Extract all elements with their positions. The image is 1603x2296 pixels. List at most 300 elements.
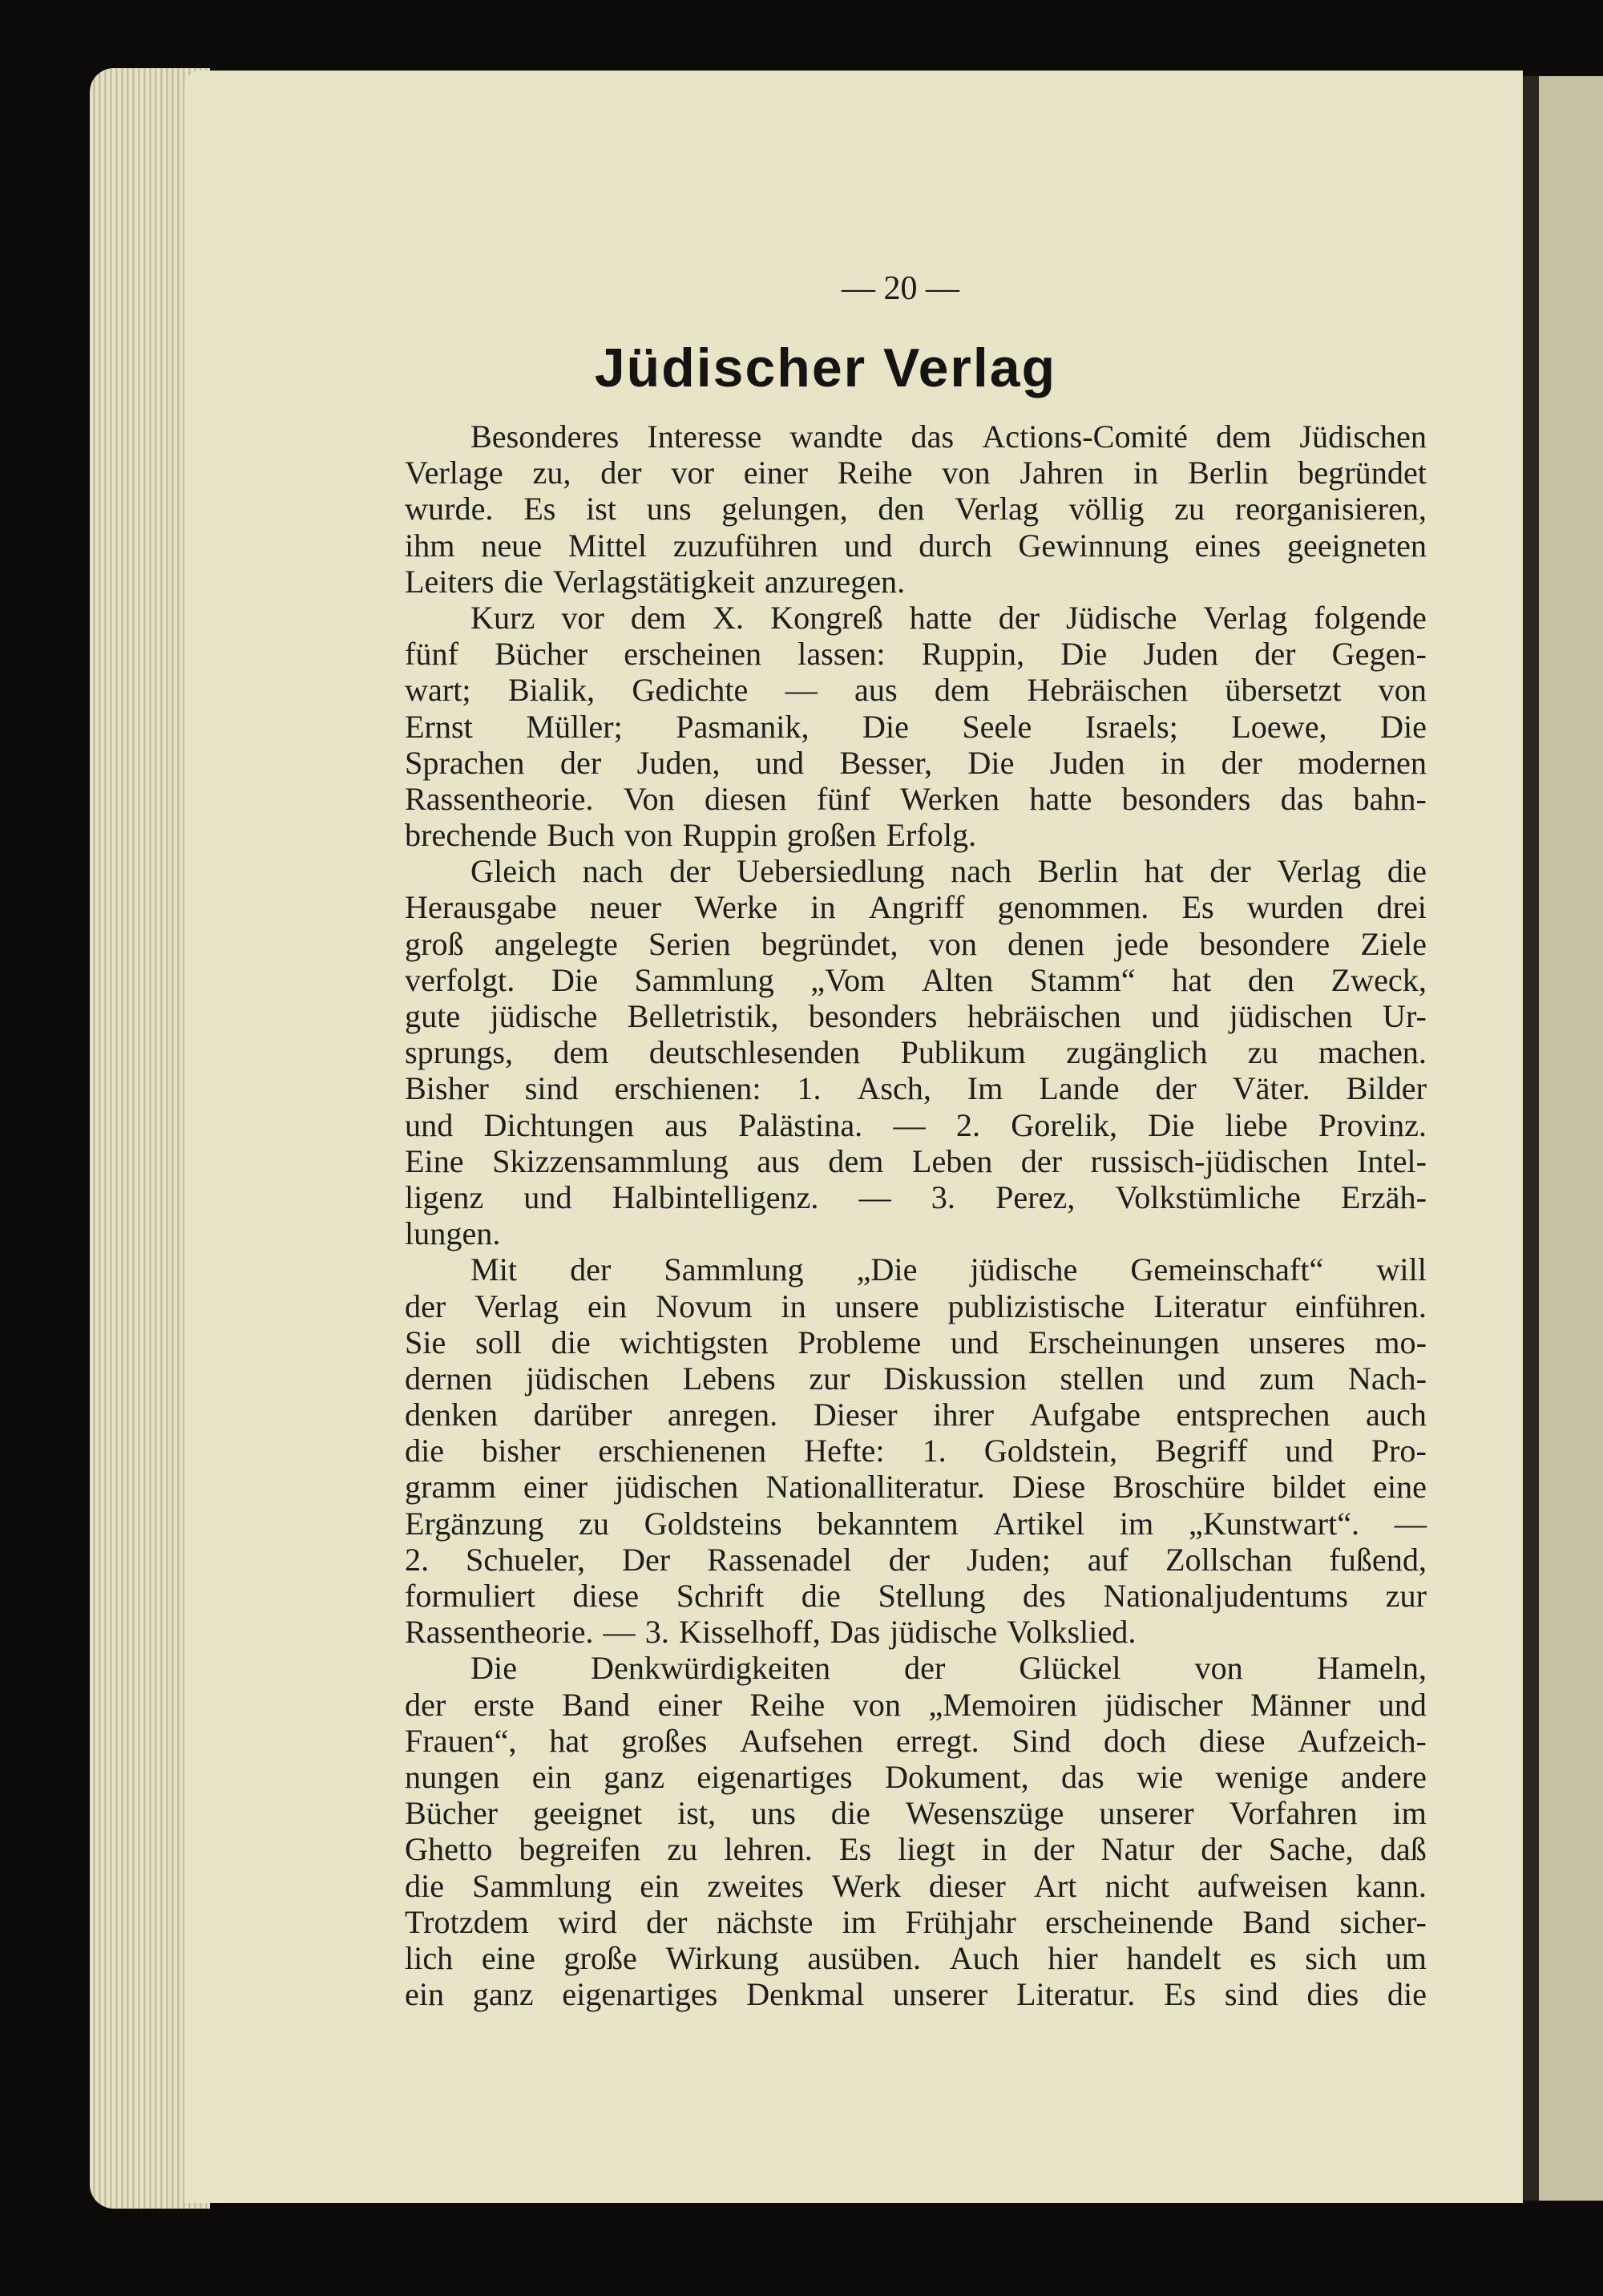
word: Goldstein, (983, 1433, 1118, 1469)
word: 1. (797, 1070, 822, 1107)
word: wurden (1246, 889, 1344, 926)
word: großen (786, 817, 877, 854)
text-line (405, 1868, 1427, 1904)
word: Bisher (405, 1070, 489, 1107)
word: zur (809, 1360, 850, 1397)
word: Dichtungen (483, 1106, 635, 1143)
word: Stellung (878, 1578, 986, 1614)
word: der (570, 1251, 612, 1288)
word: Erscheinungen (1028, 1324, 1220, 1360)
word: Asch, (857, 1070, 931, 1107)
word: der (405, 1287, 446, 1324)
word: jede (1115, 925, 1169, 962)
word: Schueler, (466, 1541, 586, 1578)
word: folgende (1314, 599, 1427, 636)
word: liebe (1225, 1106, 1288, 1143)
word: modernen (1298, 744, 1427, 781)
word: stellen (1060, 1360, 1145, 1397)
word: Actions-Comité (982, 418, 1188, 455)
word: brechende (405, 817, 538, 854)
word: Natur (1100, 1831, 1175, 1868)
word: wird (558, 1903, 617, 1940)
text-line (405, 1070, 1427, 1106)
word: nungen (405, 1758, 500, 1795)
word: die (405, 1867, 445, 1904)
word: aus (664, 1106, 708, 1143)
word: ein (405, 1976, 445, 2013)
word: will (1376, 1251, 1427, 1288)
word: Zollschan (1165, 1541, 1293, 1578)
word: Es (1181, 889, 1214, 926)
word: hat (1172, 961, 1212, 998)
word: Denkwürdigkeiten (590, 1650, 831, 1687)
word: reorganisieren, (1234, 491, 1427, 528)
text-line (405, 672, 1427, 708)
word: Literatur (1153, 1287, 1266, 1324)
page-title: Jüdischer Verlag (594, 338, 1057, 398)
word: russisch-jüdischen (1090, 1142, 1329, 1179)
word: Band (562, 1686, 631, 1723)
word: Pasmanik, (676, 708, 810, 745)
word: Ernst (405, 708, 473, 745)
word: unserer (1099, 1795, 1194, 1832)
text-line (405, 1723, 1427, 1759)
word: einer (743, 455, 809, 491)
word: „Memoiren (928, 1686, 1077, 1723)
word: Intel- (1356, 1142, 1427, 1179)
text-line (405, 1179, 1427, 1215)
word: hatte (1029, 780, 1092, 817)
word: Sammlung (634, 961, 774, 998)
word: die (405, 1433, 445, 1469)
word: aus (757, 1142, 800, 1179)
word: zweites (707, 1867, 804, 1904)
word: Das (830, 1614, 881, 1651)
word: doch (1103, 1722, 1167, 1759)
word: sind (1224, 1976, 1278, 2013)
word: denen (1007, 925, 1085, 962)
word: Trotzdem (405, 1903, 529, 1940)
text-line (405, 491, 1427, 527)
word: sicher- (1339, 1903, 1427, 1940)
word: der (1209, 853, 1251, 890)
word: Besser, (839, 744, 933, 781)
word: im (1119, 1505, 1154, 1542)
word: zur (1385, 1578, 1427, 1614)
word: in (1133, 455, 1159, 491)
word: Alten (921, 961, 994, 998)
word: machen. (1318, 1034, 1427, 1071)
word: begründet (1298, 455, 1427, 491)
word: hier (1048, 1939, 1098, 1976)
word: Interesse (647, 418, 762, 455)
word: Begriff (1155, 1433, 1248, 1469)
word: dieser (928, 1867, 1006, 1904)
word: erschienen: (614, 1070, 761, 1107)
word: Diskussion (883, 1360, 1027, 1397)
word: aus (854, 672, 898, 709)
word: Denkmal (746, 1976, 865, 2013)
word: jüdische (490, 998, 598, 1034)
word: soll (474, 1324, 523, 1360)
word: in (981, 1831, 1007, 1868)
word: neuer (589, 889, 662, 926)
text-line (405, 1506, 1427, 1542)
word: zu, (532, 455, 571, 491)
word: es (1250, 1939, 1277, 1976)
word: geeigneten (1286, 527, 1427, 564)
word: Uebersiedlung (737, 853, 925, 890)
word: Gewinnung (1018, 527, 1169, 564)
word: das (1061, 1758, 1104, 1795)
word: eigenartiges (697, 1758, 853, 1795)
word: Die (1060, 636, 1108, 673)
word: Lande (1039, 1070, 1120, 1107)
word: Männer (1250, 1686, 1351, 1723)
word: Literatur. (1016, 1976, 1136, 2013)
word: Werke (694, 889, 778, 926)
text-line (405, 1107, 1427, 1143)
word: auch (1366, 1397, 1427, 1433)
word: Provinz. (1318, 1106, 1427, 1143)
word: diese (1198, 1722, 1266, 1759)
word: Besonderes (470, 418, 620, 455)
word: Kurz (470, 599, 535, 636)
text-line (405, 962, 1427, 998)
word: handelt (1126, 1939, 1221, 1976)
word: Kisselhoff, (678, 1614, 821, 1651)
word: Verlag (1203, 599, 1288, 636)
word: besondere (1199, 925, 1330, 962)
word: Sind (1011, 1722, 1072, 1759)
word: uns (646, 491, 692, 528)
word: Belletristik, (627, 998, 779, 1034)
word: eines (1194, 527, 1262, 564)
word: unsere (834, 1287, 919, 1324)
word: großes (621, 1722, 708, 1759)
text-line (405, 1578, 1427, 1614)
word: Bilder (1346, 1070, 1427, 1107)
word: Verlag (1277, 853, 1362, 890)
word: liegt (898, 1831, 955, 1868)
word: fünf (405, 636, 458, 673)
word: daß (1379, 1831, 1427, 1868)
word: erscheinen (624, 636, 762, 673)
text-line (405, 1324, 1427, 1360)
word: die (801, 1578, 841, 1614)
word: Nationaljudentums (1103, 1578, 1349, 1614)
word: Hebräischen (1027, 672, 1189, 709)
word: Auch (949, 1939, 1020, 1976)
word: der (1221, 744, 1262, 781)
word: Werk (831, 1867, 901, 1904)
word: wart; (405, 672, 471, 709)
word: Sache, (1268, 1831, 1354, 1868)
word: lassen: (797, 636, 886, 673)
word: Artikel (993, 1505, 1085, 1542)
word: Juden (1143, 636, 1219, 673)
word: Novum (656, 1287, 753, 1324)
word: auf (1087, 1541, 1129, 1578)
word: der (405, 1686, 446, 1723)
word: bahn- (1353, 780, 1427, 817)
word: sprungs, (405, 1034, 514, 1071)
word: Aufzeich- (1298, 1722, 1427, 1759)
word: von (1378, 672, 1427, 709)
word: eine (1373, 1469, 1427, 1506)
text-line (405, 1469, 1427, 1505)
word: diesen (704, 780, 787, 817)
word: Es (838, 1831, 872, 1868)
word: deutschlesenden (648, 1034, 861, 1071)
word: der (1155, 1070, 1197, 1107)
word: Sprachen (405, 744, 525, 781)
word: Nationalliteratur. (765, 1469, 985, 1506)
word: der (1033, 1831, 1075, 1868)
word: Erfolg. (886, 817, 977, 854)
word: die (551, 1324, 591, 1360)
word: Es (523, 491, 556, 528)
word: „Vom (810, 961, 886, 998)
word: Band (1242, 1903, 1311, 1940)
word: Juden (1049, 744, 1125, 781)
word: Verlag (474, 1287, 559, 1324)
text-line (405, 1650, 1427, 1686)
word: die (830, 1795, 870, 1832)
text-line (405, 1215, 1427, 1251)
word: 2. (955, 1106, 980, 1143)
word: Bücher (495, 636, 588, 673)
word: dem (1216, 418, 1272, 455)
text-line (405, 418, 1427, 455)
word: zu (1247, 1034, 1278, 1071)
word: Broschüre (1112, 1469, 1246, 1506)
word: die (503, 563, 543, 600)
word: und (844, 527, 893, 564)
word: Herausgabe (405, 889, 557, 926)
word: Gorelik, (1011, 1106, 1118, 1143)
word: erschienenen (598, 1433, 767, 1469)
text-line (405, 817, 1427, 853)
word: von (942, 455, 991, 491)
word: — (858, 1178, 891, 1215)
text-line (405, 1360, 1427, 1397)
word: Wesenszüge (905, 1795, 1064, 1832)
text-line (405, 1288, 1427, 1324)
word: Gleich (470, 853, 557, 890)
word: Verlagstätigkeit (552, 563, 755, 600)
word: „Kunstwart“. (1188, 1505, 1360, 1542)
word: lungen. (405, 1215, 501, 1252)
word: begründet, (761, 925, 898, 962)
word: von (852, 1686, 901, 1723)
word: — (893, 1106, 926, 1143)
word: andere (1340, 1758, 1427, 1795)
word: ist (586, 491, 617, 528)
word: ihm (405, 527, 455, 564)
word: einführen. (1294, 1287, 1427, 1324)
word: Leben (911, 1142, 993, 1179)
word: der (888, 1541, 931, 1578)
word: ganz (604, 1758, 665, 1795)
word: drei (1376, 889, 1427, 926)
word: dem (828, 1142, 884, 1179)
word: der (1254, 636, 1296, 673)
word: 3. (644, 1614, 669, 1651)
word: ganz (472, 1976, 534, 2013)
word: Reihe (749, 1686, 826, 1723)
word: Es (1164, 1976, 1197, 2013)
word: Rassenadel (707, 1541, 852, 1578)
word: übersetzt (1225, 672, 1342, 709)
word: gramm (405, 1469, 496, 1506)
word: besonders (808, 998, 938, 1034)
word: 3. (931, 1178, 955, 1215)
word: X. (713, 599, 745, 636)
word: Aufsehen (740, 1722, 864, 1759)
word: die (1387, 853, 1427, 890)
text-line (405, 1034, 1427, 1070)
word: jüdische (890, 1614, 998, 1651)
word: einer (657, 1686, 722, 1723)
text-line (405, 889, 1427, 925)
text-line (405, 745, 1427, 781)
word: Müller; (526, 708, 623, 745)
word: hatte (909, 599, 972, 636)
text-line (405, 998, 1427, 1034)
word: Kongreß (770, 599, 883, 636)
word: Dieser (813, 1397, 898, 1433)
text-line (405, 1795, 1427, 1831)
word: Jüdische (1066, 599, 1177, 636)
word: Serien (648, 925, 731, 962)
body-text (405, 418, 1427, 2012)
word: Die (862, 708, 909, 745)
word: ein (587, 1287, 628, 1324)
word: ausüben. (807, 1939, 922, 1976)
word: Jahren (1020, 455, 1104, 491)
word: dem (934, 672, 991, 709)
word: Bialik, (507, 672, 596, 709)
word: 1. (922, 1433, 947, 1469)
word: Goldsteins (644, 1505, 782, 1542)
text-line (405, 1397, 1427, 1433)
word: lehren. (724, 1831, 813, 1868)
word: ligenz (405, 1178, 484, 1215)
word: hebräischen (967, 998, 1121, 1034)
word: Jüdischen (1299, 418, 1427, 455)
text-line (405, 600, 1427, 636)
word: in (810, 889, 836, 926)
word: Reihe (837, 455, 913, 491)
page-number: — 20 — (842, 270, 959, 307)
word: Israels; (1084, 708, 1178, 745)
word: Eine (405, 1142, 464, 1179)
text-line (405, 1904, 1427, 1940)
word: Diese (1011, 1469, 1086, 1506)
word: denken (405, 1397, 499, 1433)
word: diese (572, 1578, 640, 1614)
word: vor (671, 455, 714, 491)
word: Ghetto (405, 1831, 493, 1868)
word: der (904, 1650, 946, 1687)
word: neue (481, 527, 543, 564)
word: das (911, 418, 955, 455)
word: Leiters (405, 563, 495, 600)
word: nach (951, 853, 1011, 890)
text-line (405, 926, 1427, 962)
word: Hameln, (1316, 1650, 1427, 1687)
text-line (405, 1433, 1427, 1469)
text-line (405, 528, 1427, 564)
text-line (405, 636, 1427, 672)
word: Nach- (1347, 1360, 1427, 1397)
word: — (603, 1614, 636, 1651)
text-line (405, 1687, 1427, 1723)
word: Rassentheorie. (405, 780, 594, 817)
word: um (1385, 1939, 1427, 1976)
word: Bücher (405, 1795, 499, 1832)
word: Verlag (955, 491, 1039, 528)
word: Gegen- (1331, 636, 1427, 673)
word: der (1201, 1831, 1242, 1868)
word: im (842, 1903, 877, 1940)
word: Die (551, 961, 598, 998)
word: jüdischen (525, 1360, 649, 1397)
word: Seele (962, 708, 1032, 745)
word: der (646, 1903, 688, 1940)
word: und (755, 744, 805, 781)
word: Ruppin, (921, 636, 1025, 673)
word: jüdische (970, 1251, 1078, 1288)
word: große (563, 1939, 637, 1976)
word: vor (561, 599, 604, 636)
word: Die (470, 1650, 518, 1687)
text-line (405, 781, 1427, 817)
word: unserer (893, 1976, 988, 2013)
word: Palästina. (738, 1106, 863, 1143)
word: jüdischen (1229, 998, 1353, 1034)
word: wie (1137, 1758, 1184, 1795)
word: — (785, 672, 818, 709)
word: Zweck, (1330, 961, 1427, 998)
word: dies (1306, 1976, 1359, 2013)
word: wandte (789, 418, 883, 455)
word: Berlin (1037, 853, 1119, 890)
word: und (523, 1178, 572, 1215)
word: Sammlung (664, 1251, 804, 1288)
word: nicht (1104, 1867, 1169, 1904)
word: dem (630, 599, 687, 636)
word: und (1285, 1433, 1334, 1469)
text-line (405, 1759, 1427, 1795)
word: angelegte (494, 925, 618, 962)
word: zu (579, 1505, 609, 1542)
word: Schrift (676, 1578, 765, 1614)
word: sich (1305, 1939, 1357, 1976)
text-line (405, 1831, 1427, 1867)
word: — (1394, 1505, 1427, 1542)
word: hat (1144, 853, 1184, 890)
word: Berlin (1188, 455, 1269, 491)
word: Probleme (797, 1324, 922, 1360)
word: der (559, 744, 602, 781)
word: ihrer (933, 1397, 995, 1433)
word: Rassentheorie. (405, 1614, 594, 1651)
word: mo- (1375, 1324, 1427, 1360)
word: erste (473, 1686, 535, 1723)
word: Die (967, 744, 1015, 781)
